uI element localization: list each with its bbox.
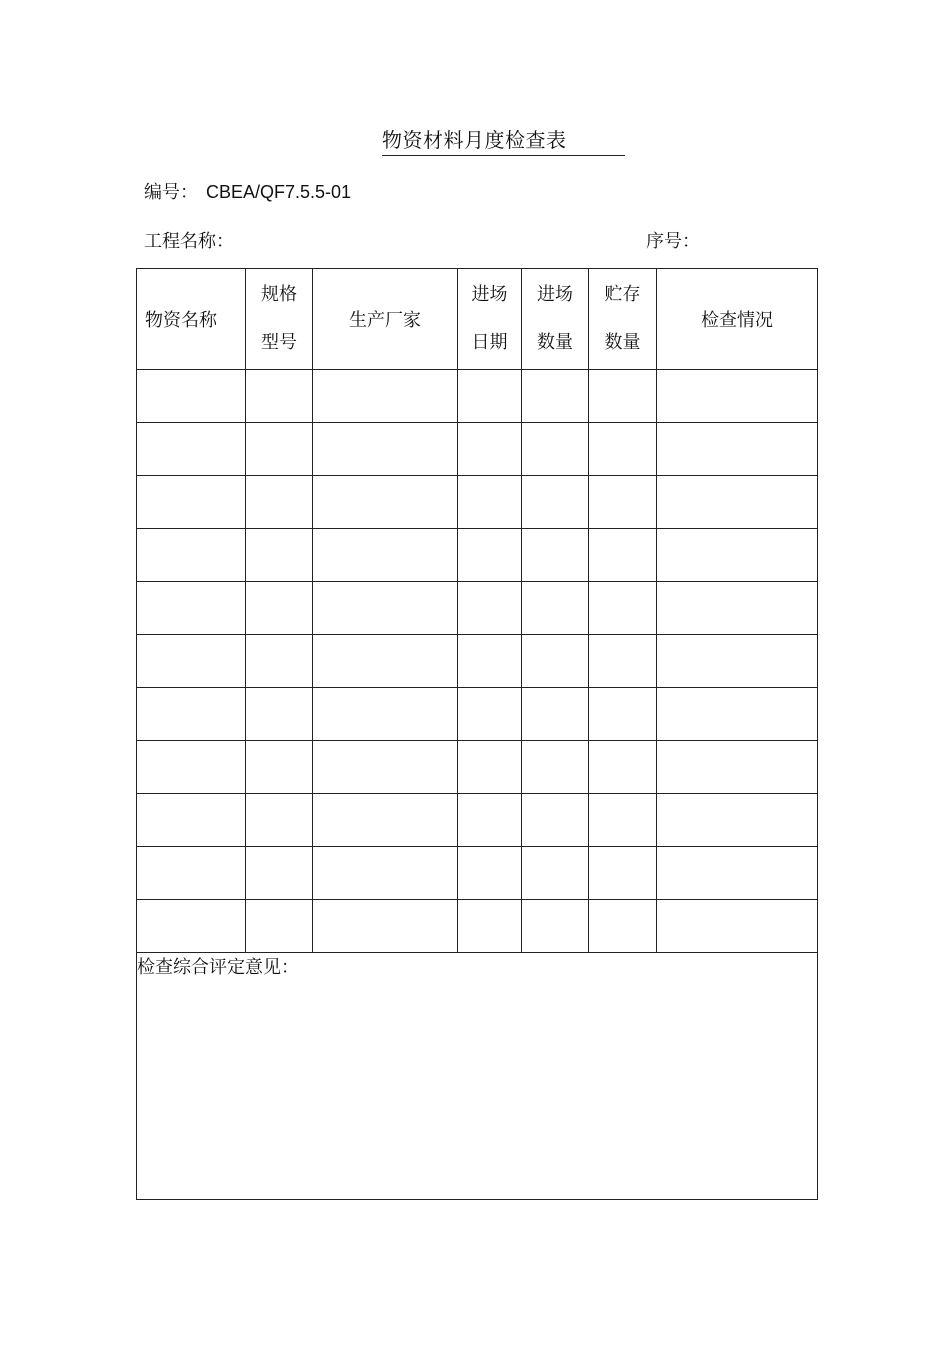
table-row <box>137 423 818 476</box>
table-cell[interactable] <box>589 900 657 953</box>
table-cell[interactable] <box>246 900 313 953</box>
table-cell[interactable] <box>313 635 458 688</box>
table-cell[interactable] <box>657 582 818 635</box>
table-cell[interactable] <box>137 900 246 953</box>
table-cell[interactable] <box>657 529 818 582</box>
table-cell[interactable] <box>313 529 458 582</box>
table-cell[interactable] <box>522 900 589 953</box>
form-code-label: 编号： <box>144 182 198 203</box>
table-cell[interactable] <box>589 794 657 847</box>
header-entry-qty-bottom: 数量 <box>537 332 573 353</box>
table-row <box>137 476 818 529</box>
inspection-table <box>136 268 818 1200</box>
table-row <box>137 688 818 741</box>
header-entry-date-bottom: 日期 <box>471 332 508 353</box>
table-cell[interactable] <box>137 423 246 476</box>
table-row <box>137 582 818 635</box>
table-row <box>137 900 818 953</box>
table-cell[interactable] <box>246 476 313 529</box>
table-cell[interactable] <box>589 741 657 794</box>
table-cell[interactable] <box>246 794 313 847</box>
header-entry-date <box>458 269 522 370</box>
table-cell[interactable] <box>522 582 589 635</box>
table-cell[interactable] <box>458 582 522 635</box>
table-cell[interactable] <box>589 423 657 476</box>
table-cell[interactable] <box>458 476 522 529</box>
table-cell[interactable] <box>522 688 589 741</box>
table-cell[interactable] <box>137 635 246 688</box>
table-cell[interactable] <box>137 370 246 423</box>
table-cell[interactable] <box>657 423 818 476</box>
table-cell[interactable] <box>657 794 818 847</box>
table-cell[interactable] <box>246 529 313 582</box>
table-cell[interactable] <box>313 741 458 794</box>
table-cell[interactable] <box>522 370 589 423</box>
table-cell[interactable] <box>246 635 313 688</box>
table-cell[interactable] <box>657 847 818 900</box>
table-cell[interactable] <box>458 847 522 900</box>
table-cell[interactable] <box>589 529 657 582</box>
table-cell[interactable] <box>657 476 818 529</box>
table-cell[interactable] <box>522 794 589 847</box>
summary-row <box>137 953 818 1200</box>
table-cell[interactable] <box>458 423 522 476</box>
project-name-label: 工程名称： <box>144 231 234 252</box>
form-title: 物资材料月度检查表 <box>382 127 625 156</box>
table-cell[interactable] <box>246 370 313 423</box>
table-row <box>137 370 818 423</box>
table-cell[interactable] <box>458 635 522 688</box>
header-spec-model <box>246 269 313 370</box>
table-cell[interactable] <box>458 370 522 423</box>
table-cell[interactable] <box>522 635 589 688</box>
table-row <box>137 741 818 794</box>
table-cell[interactable] <box>137 794 246 847</box>
table-cell[interactable] <box>657 900 818 953</box>
table-row <box>137 794 818 847</box>
table-cell[interactable] <box>137 582 246 635</box>
table-cell[interactable] <box>313 582 458 635</box>
summary-cell[interactable] <box>137 953 818 1200</box>
table-cell[interactable] <box>246 582 313 635</box>
table-cell[interactable] <box>313 794 458 847</box>
table-cell[interactable] <box>589 476 657 529</box>
table-cell[interactable] <box>246 423 313 476</box>
form-code-line <box>144 180 351 205</box>
table-cell[interactable] <box>313 847 458 900</box>
table-cell[interactable] <box>313 370 458 423</box>
table-cell[interactable] <box>458 900 522 953</box>
header-manufacturer: 生产厂家 <box>313 269 458 370</box>
table-row <box>137 529 818 582</box>
header-spec-top: 规格 <box>261 284 297 305</box>
table-cell[interactable] <box>589 582 657 635</box>
sequence-label: 序号： <box>646 231 700 252</box>
header-inspection: 检查情况 <box>657 269 818 370</box>
table-cell[interactable] <box>522 847 589 900</box>
table-cell[interactable] <box>137 847 246 900</box>
table-cell[interactable] <box>246 741 313 794</box>
header-material-name: 物资名称 <box>137 269 246 370</box>
table-cell[interactable] <box>589 635 657 688</box>
table-cell[interactable] <box>137 688 246 741</box>
table-cell[interactable] <box>589 688 657 741</box>
table-cell[interactable] <box>313 900 458 953</box>
table-cell[interactable] <box>657 635 818 688</box>
table-row <box>137 635 818 688</box>
header-stock-qty <box>589 269 657 370</box>
table-cell[interactable] <box>313 476 458 529</box>
table-row <box>137 847 818 900</box>
table-cell[interactable] <box>657 688 818 741</box>
table-cell[interactable] <box>137 529 246 582</box>
header-entry-date-top: 进场 <box>471 284 508 305</box>
table-cell[interactable] <box>458 794 522 847</box>
table-cell[interactable] <box>246 688 313 741</box>
table-cell[interactable] <box>137 741 246 794</box>
table-cell[interactable] <box>522 529 589 582</box>
table-cell[interactable] <box>657 741 818 794</box>
table-cell[interactable] <box>589 370 657 423</box>
table-cell[interactable] <box>313 423 458 476</box>
table-cell[interactable] <box>246 847 313 900</box>
table-cell[interactable] <box>522 476 589 529</box>
table-cell[interactable] <box>589 847 657 900</box>
table-cell[interactable] <box>458 688 522 741</box>
header-entry-qty-top: 进场 <box>537 284 573 305</box>
table-cell[interactable] <box>313 688 458 741</box>
header-spec-bottom: 型号 <box>261 332 297 353</box>
table-cell[interactable] <box>137 476 246 529</box>
form-code-value: CBEA/QF7.5.5-01 <box>206 182 352 202</box>
header-stock-qty-bottom: 数量 <box>604 332 641 353</box>
header-stock-qty-top: 贮存 <box>604 284 641 305</box>
header-entry-qty <box>522 269 589 370</box>
table-cell[interactable] <box>657 370 818 423</box>
summary-label: 检查综合评定意见： <box>137 957 299 978</box>
table-cell[interactable] <box>458 741 522 794</box>
table-header-row <box>137 269 818 370</box>
table-cell[interactable] <box>522 423 589 476</box>
table-cell[interactable] <box>458 529 522 582</box>
table-cell[interactable] <box>522 741 589 794</box>
